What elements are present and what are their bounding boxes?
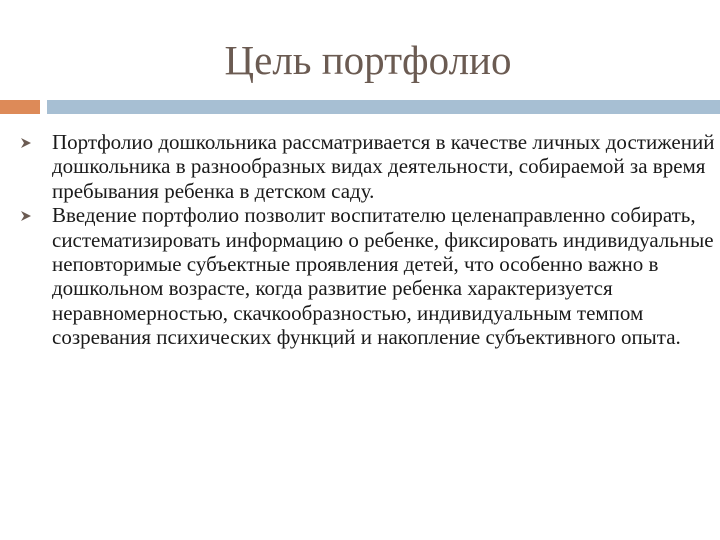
bullet-item	[20, 130, 716, 203]
bullet-list	[20, 130, 716, 350]
arrowhead-bullet-icon	[20, 137, 32, 149]
accent-square	[0, 100, 40, 114]
accent-bar	[47, 100, 720, 114]
bullet-text: Введение портфолио позволит воспитателю целенаправленно собирать, систематизировать информацию о ребенке, фиксировать индивидуальные неповторимые субъектные проявления детей, что особенно важно в дошкольном возрасте, когда развитие ребенка характеризуется неравномерностью, скачкообразностью, индивидуальным темпом созревания психических функций и накопление субъективного опыта.	[52, 203, 714, 350]
bullet-item	[20, 203, 716, 349]
slide-content	[20, 130, 716, 350]
bullet-text: Портфолио дошкольника рассматривается в качестве личных достижений дошкольника в разнообразных видах деятельности, собираемой за время пребывания ребенка в детском саду.	[52, 130, 715, 203]
arrowhead-bullet-icon	[20, 210, 32, 222]
slide-title: Цель портфолио	[224, 37, 512, 83]
